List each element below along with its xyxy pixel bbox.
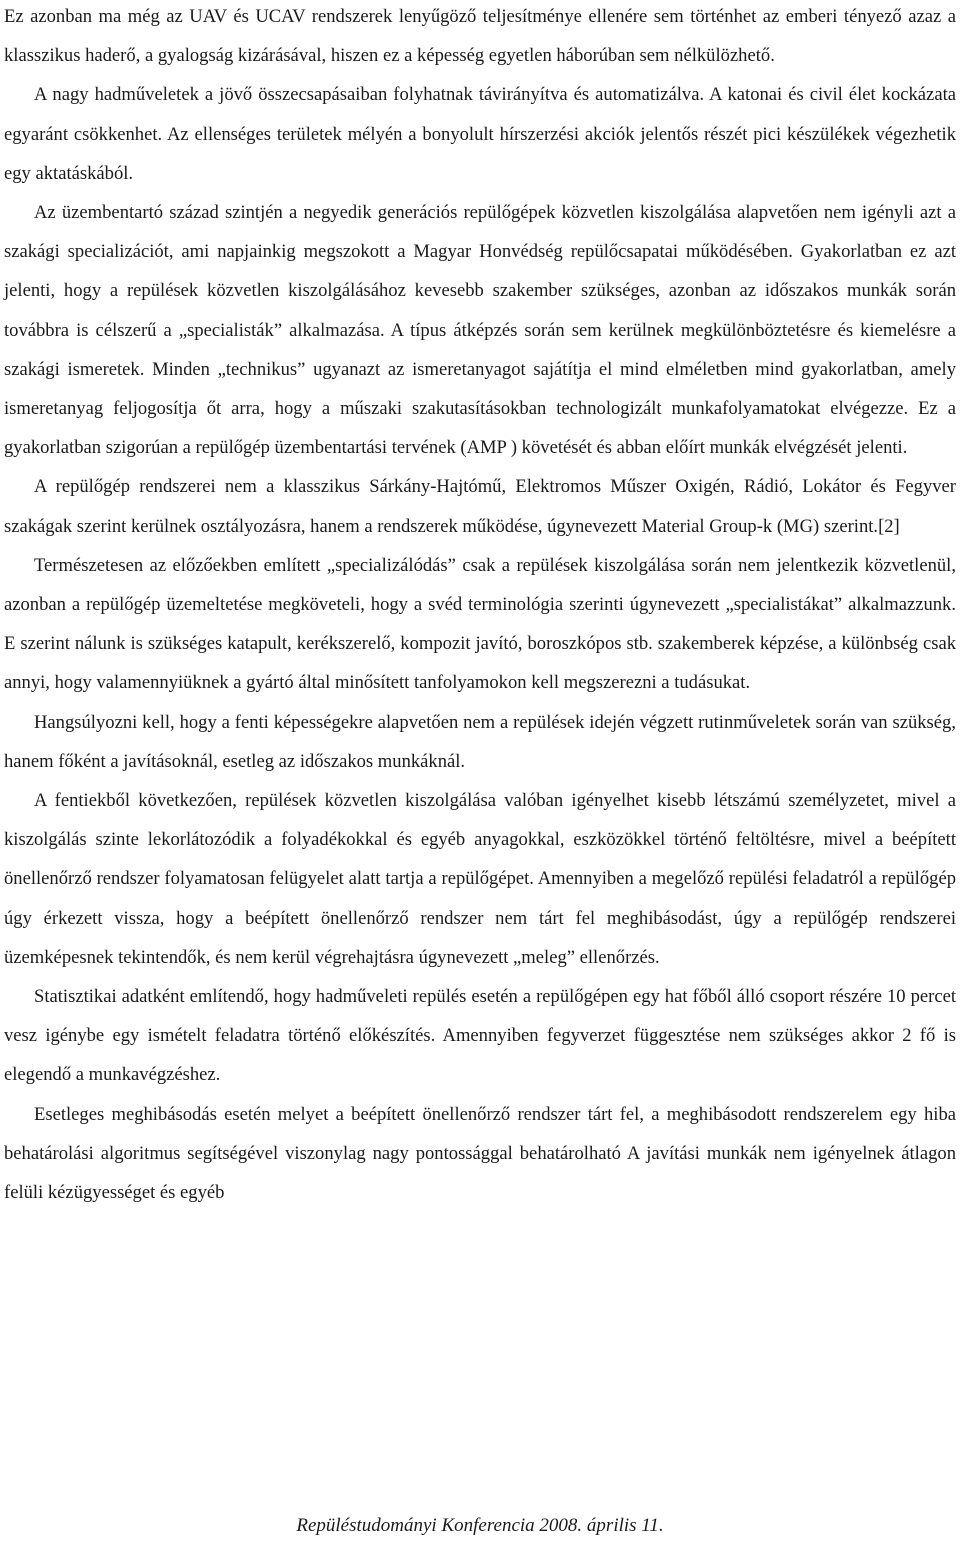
paragraph: Hangsúlyozni kell, hogy a fenti képességekre alapvetően nem a repülések idején végzett rutinműveletek során van szükség, hanem főként a javításoknál, esetleg az időszakos munkáknál. — [4, 711, 956, 772]
paragraph: A repülőgép rendszerei nem a klasszikus Sárkány-Hajtómű, Elektromos Műszer Oxigén, Rádió, Lokátor és Fegyver szakágak szerint kerülnek osztályozásra, hanem a rendszerek működése, úgynevezett Material Group-k (MG) szerint.[2] — [4, 476, 956, 537]
paragraph: Természetesen az előzőekben említett „specializálódás” csak a repülések kiszolgálása során nem jelentkezik közvetlenül, azonban a repülőgép üzemeltetése megköveteli, hogy a svéd terminológia szerinti úgynevezett „specialistákat” alkalmazzunk. E szerint nálunk is szükséges katapult, kerékszerelő, kompozit javító, boroszkópos stb. szakemberek képzése, a különbség csak annyi, hogy valamennyiüknek a gyártó által minősített tanfolyamokon kell megszerezni a tudásukat. — [4, 554, 956, 694]
paragraph: A nagy hadműveletek a jövő összecsapásaiban folyhatnak távirányítva és automatizálva. A katonai és civil élet kockázata egyaránt csökkenhet. Az ellenséges területek mélyén a bonyolult hírszerzési akciók jelentős részét pici készülékek végezhetik egy aktatáskából. — [4, 84, 956, 184]
paragraph: Esetleges meghibásodás esetén melyet a beépített önellenőrző rendszer tárt fel, a meghibásodott rendszerelem egy hiba behatárolási algoritmus segítségével viszonylag nagy pontossággal behatárolható A javítási munkák nem igényelnek átlagon felüli kézügyességet és egyéb — [4, 1103, 956, 1204]
document-page — [4, 0, 956, 1212]
paragraph: A fentiekből következően, repülések közvetlen kiszolgálása valóban igényelhet kisebb létszámú személyzetet, mivel a kiszolgálás szinte lekorlátozódik a folyadékokkal és egyéb anyagokkal, eszközökkel történő feltöltésre, mivel a beépített önellenőrző rendszer folyamatosan felügyelet alatt tartja a repülőgépet. Amennyiben a megelőző repülési feladatról a repülőgép úgy érkezett vissza, hogy a beépített önellenőrző rendszer nem tárt fel meghibásodást, úgy a repülőgép rendszerei üzemképesnek tekintendők, és nem kerül végrehajtásra úgynevezett „meleg” ellenőrzés. — [4, 790, 956, 968]
paragraph: Az üzembentartó század szintjén a negyedik generációs repülőgépek közvetlen kiszolgálása alapvetően nem igényli azt a szakági specializációt, ami napjainkig megszokott a Magyar Honvédség repülőcsapatai működésében. Gyakorlatban ez azt jelenti, hogy a repülések közvetlen kiszolgálásához kevesebb szakember szükséges, azonban az időszakos munkák során továbbra is célszerű a „specialisták” alkalmazása. A típus átképzés során sem kerülnek megkülönböztetésre és kiemelésre a szakági ismeretek. Minden „technikus” ugyanazt az ismeretanyagot sajátítja el mind elméletben mind gyakorlatban, amely ismeretanyag feljogosítja őt arra, hogy a műszaki szakutasításokban technologizált munkafolyamatokat elvégezze. Ez a gyakorlatban szigorúan a repülőgép üzembentartási tervének (AMP ) követését és abban előírt munkák elvégzését jelenti. — [4, 202, 956, 459]
page-footer: Repüléstudományi Konferencia 2008. április 11. — [296, 1515, 664, 1536]
paragraph: Ez azonban ma még az UAV és UCAV rendszerek lenyűgöző teljesítménye ellenére sem történhet az emberi tényező azaz a klasszikus haderő, a gyalogság kizárásával, hiszen ez a képesség egyetlen háborúban sem nélkülözhető. — [4, 6, 956, 67]
paragraph: Statisztikai adatként említendő, hogy hadműveleti repülés esetén a repülőgépen egy hat főből álló csoport részére 10 percet vesz igénybe egy ismételt feladatra történő előkészítés. Amennyiben fegyverzet függesztése nem szükséges akkor 2 fő is elegendő a munkavégzéshez. — [4, 986, 956, 1086]
